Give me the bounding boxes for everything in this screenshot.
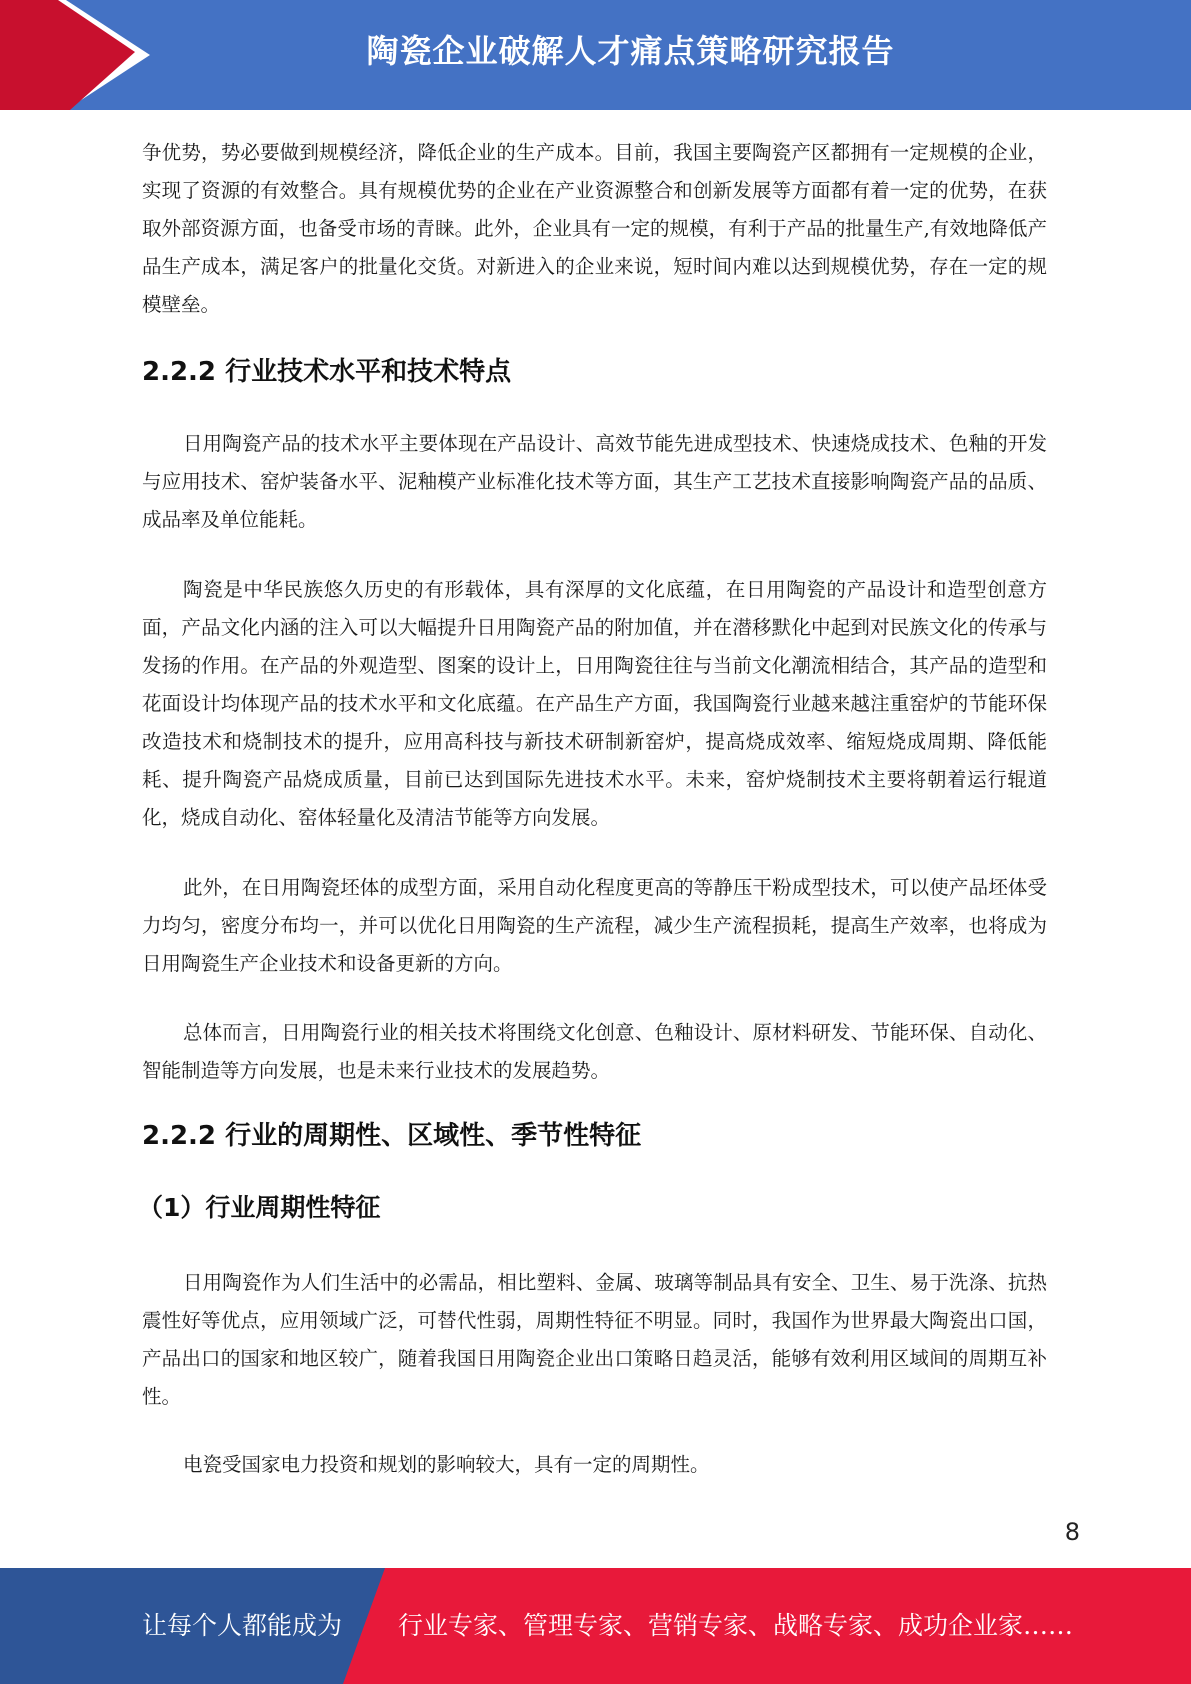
report-title: 陶瓷企业破解人才痛点策略研究报告 <box>366 32 895 70</box>
paragraph-scale-advantage: 争优势，势必要做到规模经济，降低企业的生产成本。目前，我国主要陶瓷产区都拥有一定规模的企业，实现了资源的有效整合。具有规模优势的企业在产业资源整合和创新发展等方面都有着一定的优势，在获取外部资源方面，也备受市场的青睐。此外，企业具有一定的规模，有利于产品的批量生产,有效地降低产品生产成本，满足客户的批量化交货。对新进入的企业来说，短时间内难以达到规模优势，存在一定的规模壁垒。 <box>142 141 1047 316</box>
paragraph-overall-trend: 总体而言，日用陶瓷行业的相关技术将围绕文化创意、色釉设计、原材料研发、节能环保、自动化、智能制造等方向发展，也是未来行业技术的发展趋势。 <box>142 1021 1047 1082</box>
paragraph-tech-level: 日用陶瓷产品的技术水平主要体现在产品设计、高效节能先进成型技术、快速烧成技术、色釉的开发与应用技术、窑炉装备水平、泥釉模产业标准化技术等方面，其生产工艺技术直接影响陶瓷产品的品质、成品率及单位能耗。 <box>142 432 1047 531</box>
footer-slogan-left: 让每个人都能成为 <box>142 1611 343 1640</box>
paragraph-electric-porcelain: 电瓷受国家电力投资和规划的影响较大，具有一定的周期性。 <box>183 1453 710 1476</box>
paragraph-forming: 此外，在日用陶瓷坯体的成型方面，采用自动化程度更高的等静压干粉成型技术，可以使产品坯体受力均匀，密度分布均一，并可以优化日用陶瓷的生产流程，减少生产流程损耗，提高生产效率，也将成为日用陶瓷生产企业技术和设备更新的方向。 <box>142 876 1047 975</box>
subsection-heading-cyclicality: （1）行业周期性特征 <box>138 1193 381 1222</box>
page-footer <box>0 1568 1191 1684</box>
page-header <box>0 0 1191 110</box>
section-heading-tech: 2.2.2 行业技术水平和技术特点 <box>142 357 512 387</box>
section-heading-cycle: 2.2.2 行业的周期性、区域性、季节性特征 <box>142 1121 642 1151</box>
page-number: 8 <box>1064 1518 1080 1546</box>
footer-slogan-right: 行业专家、管理专家、营销专家、战略专家、成功企业家…… <box>398 1611 1074 1640</box>
paragraph-cyclicality: 日用陶瓷作为人们生活中的必需品，相比塑料、金属、玻璃等制品具有安全、卫生、易于洗涤、抗热震性好等优点，应用领域广泛，可替代性弱，周期性特征不明显。同时，我国作为世界最大陶瓷出口国，产品出口的国家和地区较广，随着我国日用陶瓷企业出口策略日趋灵活，能够有效利用区域间的周期互补性。 <box>142 1271 1047 1408</box>
paragraph-culture-kiln: 陶瓷是中华民族悠久历史的有形载体，具有深厚的文化底蕴，在日用陶瓷的产品设计和造型创意方面，产品文化内涵的注入可以大幅提升日用陶瓷产品的附加值，并在潜移默化中起到对民族文化的传承与发扬的作用。在产品的外观造型、图案的设计上，日用陶瓷往往与当前文化潮流相结合，其产品的造型和花面设计均体现产品的技术水平和文化底蕴。在产品生产方面，我国陶瓷行业越来越注重窑炉的节能环保改造技术和烧制技术的提升，应用高科技与新技术研制新窑炉，提高烧成效率、缩短烧成周期、降低能耗、提升陶瓷产品烧成质量，目前已达到国际先进技术水平。未来，窑炉烧制技术主要将朝着运行辊道化，烧成自动化、窑体轻量化及清洁节能等方向发展。 <box>142 578 1047 829</box>
